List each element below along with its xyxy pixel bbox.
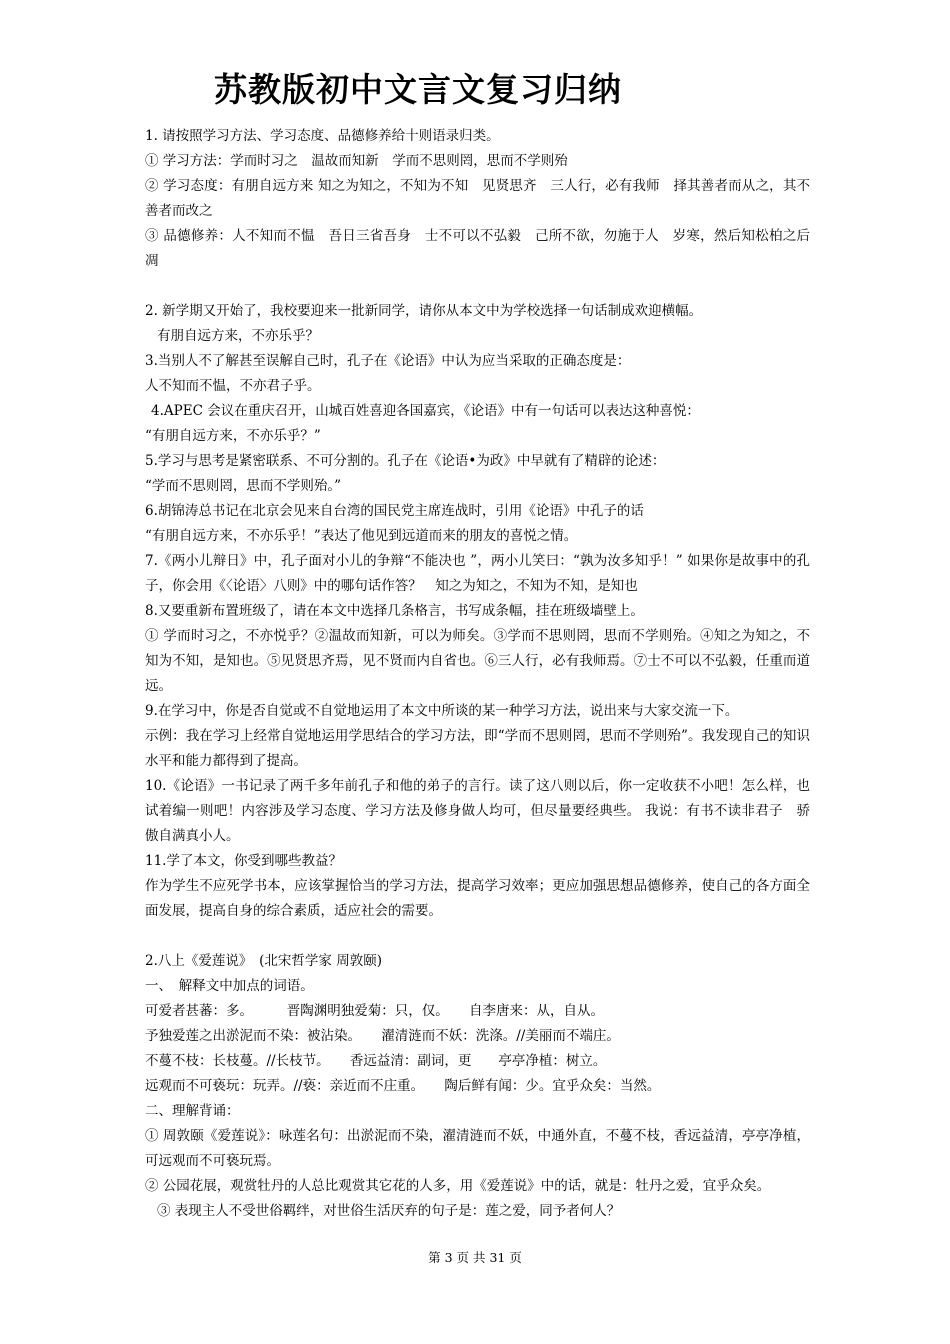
paragraph: 二、理解背诵： [145,1103,240,1119]
paragraph: 8.又要重新布置班级了，请在本文中选择几条格言，书写成条幅，挂在班级墙壁上。 [145,603,644,619]
paragraph: 人不知而不愠，不亦君子乎。 [145,378,321,394]
paragraph: 示例：我在学习上经常自觉地运用学思结合的学习方法，即“学而不思则罔，思而不学则殆”。我发现自己的知识水平和能力都得到了提高。 [145,728,810,769]
section-heading: 2.八上《爱莲说》 (北宋哲学家 周敦颐) [145,953,382,969]
paragraph: ① 周敦颐《爱莲说》：咏莲名句：出淤泥而不染，濯清涟而不妖，中通外直，不蔓不枝，香远益清，亭亭净植，可远观而不可亵玩焉。 [145,1128,810,1169]
paragraph: 2. 新学期又开始了，我校要迎来一批新同学，请你从本文中为学校选择一句话制成欢迎横幅。 [145,303,703,319]
paragraph: 7.《两小儿辩日》中，孔子面对小儿的争辩“不能决也 ”，两小儿笑曰：“孰为汝多知乎！” 如果你是故事中的孔子，你会用《〈论语〉八则》中的哪句话作答？ 知之为知之，不知为不知，是知也 [145,553,810,594]
page-footer: 第 3 页 共 31 页 [428,1250,522,1265]
paragraph: 可爱者甚蕃：多。 晋陶渊明独爱菊：只，仅。 自李唐来：从，自从。 [145,1003,604,1019]
paragraph: ① 学习方法：学而时习之 温故而知新 学而不思则罔，思而不学则殆 [145,153,568,169]
paragraph: 11.学了本文，你受到哪些教益？ [145,853,342,869]
paragraph: ③ 品德修养：人不知而不愠 吾日三省吾身 士不可以不弘毅 己所不欲，勿施于人 岁寒，然后知松柏之后凋 [145,228,810,269]
paragraph: ② 公园花展，观赏牡丹的人总比观赏其它花的人多，用《爱莲说》中的话，就是：牡丹之爱，宜乎众矣。 [145,1178,771,1194]
paragraph: “学而不思则罔，思而不学则殆。” [145,478,342,494]
paragraph: 予独爱莲之出淤泥而不染：被沾染。 濯清涟而不妖：洗涤。//美丽而不端庄。 [145,1028,620,1044]
paragraph: 作为学生不应死学书本，应该掌握恰当的学习方法，提高学习效率；更应加强思想品德修养，使自己的各方面全面发展，提高自身的综合素质，适应社会的需要。 [145,878,810,919]
paragraph: “有朋自远方来，不亦乐乎！”表达了他见到远道而来的朋友的喜悦之情。 [145,528,578,544]
paragraph: 有朋自远方来，不亦乐乎？ [157,328,319,344]
paragraph: 远观而不可亵玩：玩弄。//亵：亲近而不庄重。 陶后鲜有闻：少。宜乎众矣：当然。 [145,1078,661,1094]
paragraph: 不蔓不枝：长枝蔓。//长枝节。 香远益清：副词，更 亭亭净植：树立。 [145,1053,607,1069]
paragraph: “有朋自远方来，不亦乐乎？” [145,428,321,444]
paragraph: 3.当别人不了解甚至误解自己时，孔子在《论语》中认为应当采取的正确态度是： [145,353,631,369]
paragraph: 10.《论语》一书记录了两千多年前孔子和他的弟子的言行。读了这八则以后，你一定收获不小吧！怎么样，也试着编一则吧！内容涉及学习态度、学习方法及修身做人均可，但尽量要经典些。 我说：有书不读非君子 骄傲自满真小人。 [145,778,810,844]
paragraph: ① 学而时习之，不亦悦乎？②温故而知新，可以为师矣。③学而不思则罔，思而不学则殆。④知之为知之，不知为不知，是知也。⑤见贤思齐焉，见不贤而内自省也。⑥三人行，必有我师焉。⑦士不可以不弘毅，任重而道远。 [145,628,810,694]
paragraph: 5.学习与思考是紧密联系、不可分割的。孔子在《论语•为政》中早就有了精辟的论述： [145,453,666,469]
blank-line [145,924,810,949]
paragraph: ② 学习态度：有朋自远方来 知之为知之，不知为不知 见贤思齐 三人行，必有我师 择其善者而从之，其不善者而改之 [145,178,810,219]
document-body [145,124,810,1224]
blank-line [145,274,810,299]
paragraph: 4.APEC 会议在重庆召开，山城百姓喜迎各国嘉宾，《论语》中有一句话可以表达这种喜悦： [151,403,700,419]
paragraph: 一、 解释文中加点的词语。 [145,978,314,994]
paragraph: 1. 请按照学习方法、学习态度、品德修养给十则语录归类。 [145,128,500,144]
paragraph: 9.在学习中，你是否自觉或不自觉地运用了本文中所谈的某一种学习方法，说出来与大家交流一下。 [145,703,739,719]
paragraph: ③ 表现主人不受世俗羁绊，对世俗生活厌弃的句子是：莲之爱，同予者何人？ [157,1203,621,1219]
document-title: 苏教版初中文言文复习归纳 [214,70,622,109]
paragraph: 6.胡锦涛总书记在北京会见来自台湾的国民党主席连战时，引用《论语》中孔子的话 [145,503,644,519]
